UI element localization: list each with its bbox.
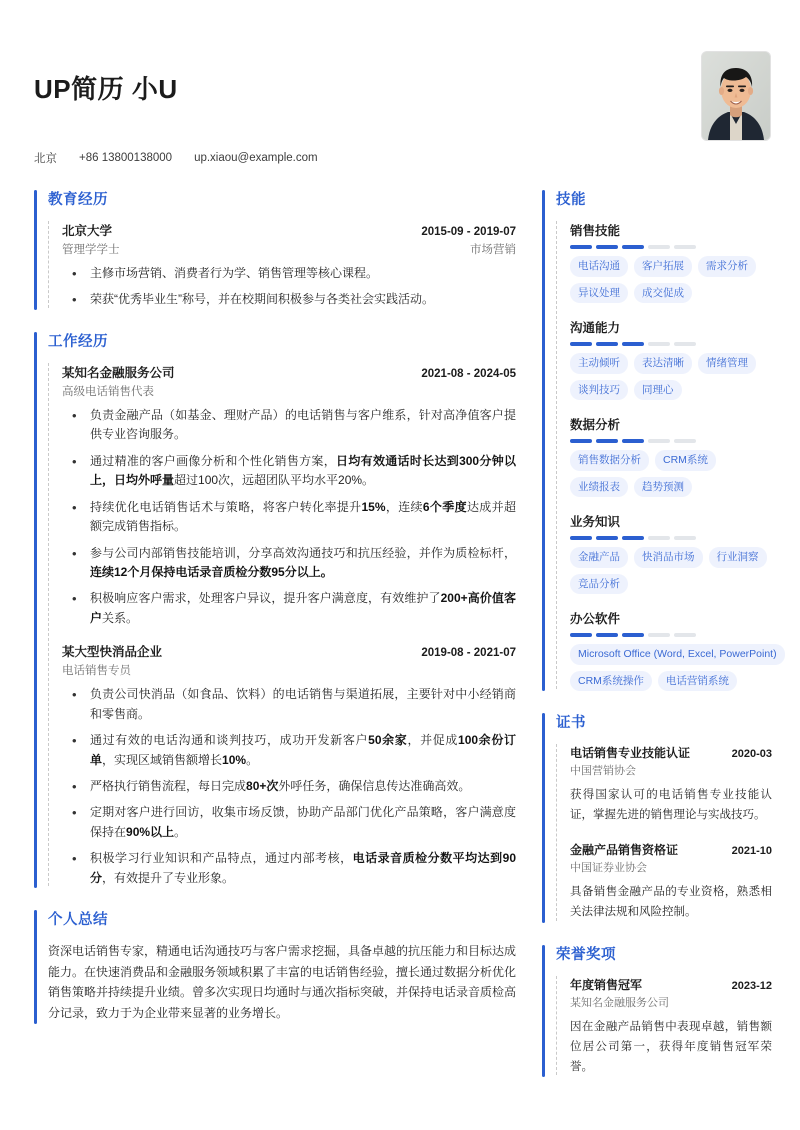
skill-group-name: 数据分析 [570, 418, 621, 432]
section-education [34, 188, 516, 310]
cert-organization: 某知名金融服务公司 [570, 996, 669, 1009]
skill-tag-list [570, 547, 772, 594]
header-left [34, 52, 702, 166]
skill-level-segment [622, 536, 644, 540]
skill-level-segment [674, 633, 696, 637]
skill-tag: 谈判技巧 [570, 380, 628, 401]
right-column [542, 188, 777, 1097]
entry-subheader [62, 241, 516, 257]
entry-bullet-list [62, 685, 516, 888]
entry-bullet-list [62, 406, 516, 628]
work-entry [62, 363, 516, 628]
skill-tag: CRM系统 [655, 450, 716, 471]
cert-date: 2023-12 [731, 979, 772, 992]
section-awards [542, 943, 772, 1077]
cert-name: 年度销售冠军 [570, 977, 643, 992]
skill-group [570, 609, 777, 691]
cert-date: 2020-03 [731, 748, 772, 760]
skill-level-segment [596, 439, 618, 443]
resume-header [0, 0, 800, 188]
contact-email[interactable]: up.xiaou@example.com [194, 152, 318, 165]
entry-bullet: • 积极响应客户需求，处理客户异议，提升客户满意度，有效维护了200+高价值客户关系。 [62, 589, 516, 628]
cert-description: 获得国家认可的电话销售专业技能认证，掌握先进的销售理论与实战技巧。 [570, 789, 772, 822]
section-summary [34, 908, 516, 1024]
skill-level-segment [596, 342, 618, 346]
skill-level-bar [570, 342, 772, 346]
skill-level-segment [648, 633, 670, 637]
award-items [556, 976, 772, 1077]
entry-role: 电话销售专员 [62, 665, 131, 678]
certificate-items [556, 744, 772, 923]
skill-group [570, 221, 772, 303]
contact-row [34, 150, 702, 166]
skill-tag: 情绪管理 [698, 353, 756, 374]
skill-group [570, 318, 772, 400]
skill-tag: 趋势预测 [634, 477, 692, 498]
section-title-awards: 荣誉奖项 [556, 946, 616, 963]
skill-tag: 同理心 [634, 380, 682, 401]
certificate-item [570, 744, 772, 825]
skill-tag: CRM系统操作 [570, 671, 652, 692]
section-title-work: 工作经历 [48, 333, 108, 350]
skill-tag: 快消品市场 [634, 547, 703, 568]
entry-bullet: • 通过精准的客户画像分析和个性化销售方案，日均有效通话时长达到300分钟以上，日均外呼量超过100次，远超团队平均水平20%。 [62, 452, 516, 491]
education-entry [62, 221, 516, 310]
entry-bullet: • 严格执行销售流程，每日完成80+次外呼任务，确保信息传达准确高效。 [62, 777, 516, 796]
certificate-item [570, 841, 772, 922]
skill-group-name: 业务知识 [570, 515, 621, 529]
summary-text: 资深电话销售专家，精通电话沟通技巧与客户需求挖掘，具备卓越的抗压能力和目标达成能力。在快速消费品和金融服务领域积累了丰富的电话销售经验，擅长通过数据分析优化销售策略并持续提升业绩。曾多次实现日均通时与通次指标突破，并保持电话录音质检高分记录，致力于为企业带来显著的业务增长。 [48, 944, 517, 1021]
entry-date: 2021-08 - 2024-05 [421, 367, 516, 380]
entry-organization: 北京大学 [62, 224, 113, 238]
skill-level-bar [570, 536, 772, 540]
entry-header [62, 642, 516, 660]
skill-tag: 行业洞察 [709, 547, 767, 568]
skill-tag: 客户拓展 [634, 256, 692, 277]
skill-group-name: 销售技能 [570, 224, 621, 238]
section-title-summary: 个人总结 [48, 912, 108, 929]
skill-level-segment [570, 342, 592, 346]
entry-major: 市场营销 [470, 244, 516, 256]
entry-bullet: • 持续优化电话销售话术与策略，将客户转化率提升15%，连续6个季度达成并超额完成销售指标。 [62, 498, 516, 537]
skill-level-segment [674, 536, 696, 540]
skill-level-segment [674, 439, 696, 443]
cert-date: 2021-10 [731, 845, 772, 858]
skill-tag: Microsoft Office (Word, Excel, PowerPoint) [570, 644, 785, 665]
cert-header [570, 841, 772, 858]
skill-tag-list [570, 644, 777, 691]
entry-role: 管理学学士 [62, 244, 120, 256]
cert-name: 金融产品销售资格证 [570, 843, 679, 858]
skill-level-segment [596, 245, 618, 249]
skill-tag-list [570, 450, 772, 497]
skill-tag: 异议处理 [570, 283, 628, 304]
skill-tag: 主动倾听 [570, 353, 628, 374]
section-title-skills: 技能 [556, 192, 586, 208]
skill-tag-list [570, 256, 772, 303]
skill-tag: 竞品分析 [570, 574, 628, 595]
skill-group [570, 415, 772, 497]
avatar [702, 52, 770, 140]
entry-bullet-list [62, 264, 516, 310]
skill-level-bar [570, 633, 772, 637]
skill-group-name: 沟通能力 [570, 321, 621, 335]
skill-tag: 销售数据分析 [570, 450, 649, 471]
cert-description: 因在金融产品销售中表现卓越，销售额位居公司第一，获得年度销售冠军荣誉。 [570, 1020, 772, 1073]
skill-tag: 需求分析 [698, 256, 756, 277]
skill-level-segment [622, 245, 644, 249]
cert-header [570, 744, 772, 761]
skill-level-segment [596, 633, 618, 637]
contact-location: 北京 [34, 153, 57, 166]
skill-level-bar [570, 245, 772, 249]
skill-level-segment [674, 342, 696, 346]
award-item [570, 976, 772, 1077]
entry-bullet: • 定期对客户进行回访，收集市场反馈，协助产品部门优化产品策略，客户满意度保持在90%以上。 [62, 803, 516, 842]
skill-level-bar [570, 439, 772, 443]
entry-date: 2019-08 - 2021-07 [421, 647, 516, 660]
entry-bullet: • 主修市场营销、消费者行为学、销售管理等核心课程。 [62, 264, 516, 283]
entry-header [62, 363, 516, 381]
skill-level-segment [622, 633, 644, 637]
entry-subheader [62, 383, 516, 399]
skill-level-segment [648, 245, 670, 249]
skill-level-segment [622, 439, 644, 443]
skill-tag-list [570, 353, 772, 400]
skill-level-segment [648, 536, 670, 540]
work-entries [48, 363, 516, 888]
skill-tag: 业绩报表 [570, 477, 628, 498]
cert-name: 电话销售专业技能认证 [570, 746, 691, 760]
skill-level-segment [622, 342, 644, 346]
skill-tag: 金融产品 [570, 547, 628, 568]
entry-organization: 某大型快消品企业 [62, 645, 163, 660]
skill-level-segment [648, 439, 670, 443]
cert-description: 具备销售金融产品的专业资格，熟悉相关法律法规和风险控制。 [570, 886, 772, 919]
skill-level-segment [570, 439, 592, 443]
entry-header [62, 221, 516, 239]
left-column [34, 188, 516, 1044]
section-title-certificates: 证书 [556, 715, 586, 731]
cert-organization: 中国营销协会 [570, 765, 636, 777]
entry-bullet: • 通过有效的电话沟通和谈判技巧，成功开发新客户50余家，并促成100余份订单，实现区域销售额增长10%。 [62, 731, 516, 770]
section-work [34, 330, 516, 888]
skill-level-segment [570, 536, 592, 540]
entry-bullet: • 负责金融产品（如基金、理财产品）的电话销售与客户维系，针对高净值客户提供专业咨询服务。 [62, 406, 516, 445]
entry-bullet: • 积极学习行业知识和产品特点，通过内部考核，电话录音质检分数平均达到90分，有效提升了专业形象。 [62, 849, 516, 888]
section-title-education: 教育经历 [48, 192, 108, 208]
entry-organization: 某知名金融服务公司 [62, 365, 175, 380]
skill-tag: 电话沟通 [570, 256, 628, 277]
skill-level-segment [570, 633, 592, 637]
skill-tag: 成交促成 [634, 283, 692, 304]
contact-phone: +86 13800138000 [79, 152, 173, 165]
skill-group-name: 办公软件 [570, 612, 621, 626]
entry-bullet: • 参与公司内部销售技能培训，分享高效沟通技巧和抗压经验，并作为质检标杆，连续12个月保持电话录音质检分数95分以上。 [62, 544, 516, 583]
skill-group [570, 512, 772, 594]
entry-bullet: • 荣获“优秀毕业生”称号，并在校期间积极参与各类社会实践活动。 [62, 290, 516, 309]
skill-level-segment [570, 245, 592, 249]
education-entries [48, 221, 516, 310]
cert-organization: 中国证券业协会 [570, 862, 647, 875]
entry-subheader [62, 662, 516, 678]
cert-header [570, 976, 772, 993]
entry-date: 2015-09 - 2019-07 [421, 226, 516, 238]
section-skills [542, 188, 777, 691]
page-title: UP简历 小U [34, 74, 178, 104]
skill-tag: 电话营销系统 [658, 671, 737, 692]
entry-bullet: • 负责公司快消品（如食品、饮料）的电话销售与渠道拓展，主要针对中小经销商和零售商。 [62, 685, 516, 724]
skill-level-segment [596, 536, 618, 540]
skill-level-segment [648, 342, 670, 346]
resume-columns [0, 188, 800, 1097]
work-entry [62, 642, 516, 888]
skill-groups [556, 221, 777, 691]
skill-tag: 表达清晰 [634, 353, 692, 374]
section-certificates [542, 711, 772, 923]
entry-role: 高级电话销售代表 [62, 385, 154, 398]
skill-level-segment [674, 245, 696, 249]
portrait-photo-icon [702, 52, 770, 140]
